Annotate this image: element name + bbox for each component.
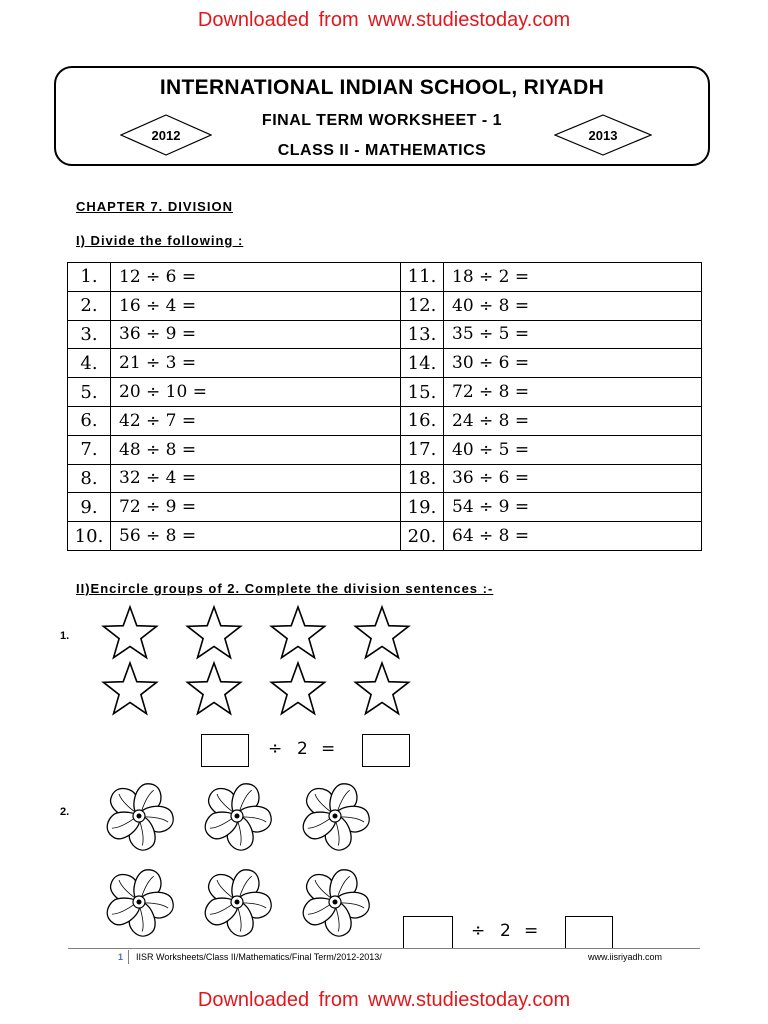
year-end: 2013 [588,127,618,143]
item-1-divisor: 2 [297,739,308,759]
page-number: 1 [118,952,124,962]
star-icon [352,604,412,662]
footer-separator [128,950,129,964]
problem-number: 7. [68,435,111,464]
table-row [68,378,702,407]
school-name: INTERNATIONAL INDIAN SCHOOL, RIYADH [159,76,605,99]
year-end-diamond [554,114,652,156]
problem-expression[interactable]: 35 ÷ 5 = [444,320,702,349]
problem-expression[interactable]: 32 ÷ 4 = [111,464,401,493]
problem-expression[interactable]: 20 ÷ 10 = [111,378,401,407]
item-1-divide-sign: ÷ [268,739,283,759]
problem-expression[interactable]: 16 ÷ 4 = [111,291,401,320]
flower-icon [101,778,177,854]
problem-number: 15. [401,378,444,407]
item-2-divisor: 2 [500,921,511,941]
problem-expression[interactable]: 12 ÷ 6 = [111,263,401,292]
flower-icon [199,778,275,854]
star-icon [184,660,244,718]
item-2-quotient-box[interactable] [565,916,613,949]
item-2-dividend-box[interactable] [403,916,453,949]
download-banner-top: Downloaded from www.studiestoday.com [197,9,571,31]
problem-number: 9. [68,493,111,522]
item-1-label: 1. [60,630,70,642]
flower-icon [199,864,275,940]
problem-number: 18. [401,464,444,493]
star-icon [352,660,412,718]
problem-expression[interactable]: 18 ÷ 2 = [444,263,702,292]
star-icon [184,604,244,662]
table-row [68,263,702,292]
class-subject-title: CLASS II - MATHEMATICS [277,142,487,159]
problem-number: 16. [401,406,444,435]
table-row [68,291,702,320]
problem-expression[interactable]: 54 ÷ 9 = [444,493,702,522]
section-2-heading: II)Encircle groups of 2. Complete the division sentences :- [76,581,494,596]
flower-icon [297,864,373,940]
year-start: 2012 [151,127,181,143]
item-2-divide-sign: ÷ [471,921,486,941]
problem-expression[interactable]: 21 ÷ 3 = [111,349,401,378]
item-1-dividend-box[interactable] [201,734,249,767]
problem-number: 12. [401,291,444,320]
table-row [68,349,702,378]
item-1-equals: = [321,739,336,759]
table-row [68,406,702,435]
flower-icon [101,864,177,940]
problem-expression[interactable]: 56 ÷ 8 = [111,522,401,551]
problem-number: 11. [401,263,444,292]
problem-expression[interactable]: 24 ÷ 8 = [444,406,702,435]
problem-expression[interactable]: 72 ÷ 8 = [444,378,702,407]
problem-number: 4. [68,349,111,378]
problem-number: 5. [68,378,111,407]
problem-expression[interactable]: 36 ÷ 6 = [444,464,702,493]
problem-expression[interactable]: 36 ÷ 9 = [111,320,401,349]
division-problems-table [67,262,702,551]
problem-number: 17. [401,435,444,464]
chapter-heading: CHAPTER 7. DIVISION [76,199,233,214]
problem-number: 2. [68,291,111,320]
flower-icon [297,778,373,854]
worksheet-header [54,66,710,166]
problem-number: 10. [68,522,111,551]
problem-expression[interactable]: 40 ÷ 5 = [444,435,702,464]
worksheet-title: FINAL TERM WORKSHEET - 1 [261,112,503,129]
problem-number: 13. [401,320,444,349]
problem-number: 3. [68,320,111,349]
footer-path: IISR Worksheets/Class II/Mathematics/Final Term/2012-2013/ [136,952,382,962]
star-icon [268,604,328,662]
table-row [68,320,702,349]
table-row [68,522,702,551]
problem-expression[interactable]: 40 ÷ 8 = [444,291,702,320]
item-1-quotient-box[interactable] [362,734,410,767]
problem-number: 14. [401,349,444,378]
star-icon [100,660,160,718]
item-2-label: 2. [60,806,70,818]
item-2-equals: = [524,921,539,941]
table-row [68,464,702,493]
problem-expression[interactable]: 42 ÷ 7 = [111,406,401,435]
table-row [68,493,702,522]
download-banner-bottom: Downloaded from www.studiestoday.com [197,989,571,1011]
problem-number: 8. [68,464,111,493]
problem-number: 20. [401,522,444,551]
problem-number: 19. [401,493,444,522]
table-row [68,435,702,464]
problem-expression[interactable]: 72 ÷ 9 = [111,493,401,522]
problem-number: 6. [68,406,111,435]
year-start-diamond [120,114,212,156]
star-icon [100,604,160,662]
problem-expression[interactable]: 64 ÷ 8 = [444,522,702,551]
section-1-heading: I) Divide the following : [76,233,244,248]
problem-number: 1. [68,263,111,292]
problem-expression[interactable]: 30 ÷ 6 = [444,349,702,378]
star-icon [268,660,328,718]
problem-expression[interactable]: 48 ÷ 8 = [111,435,401,464]
footer-url: www.iisriyadh.com [588,952,663,962]
footer-rule [68,948,700,949]
